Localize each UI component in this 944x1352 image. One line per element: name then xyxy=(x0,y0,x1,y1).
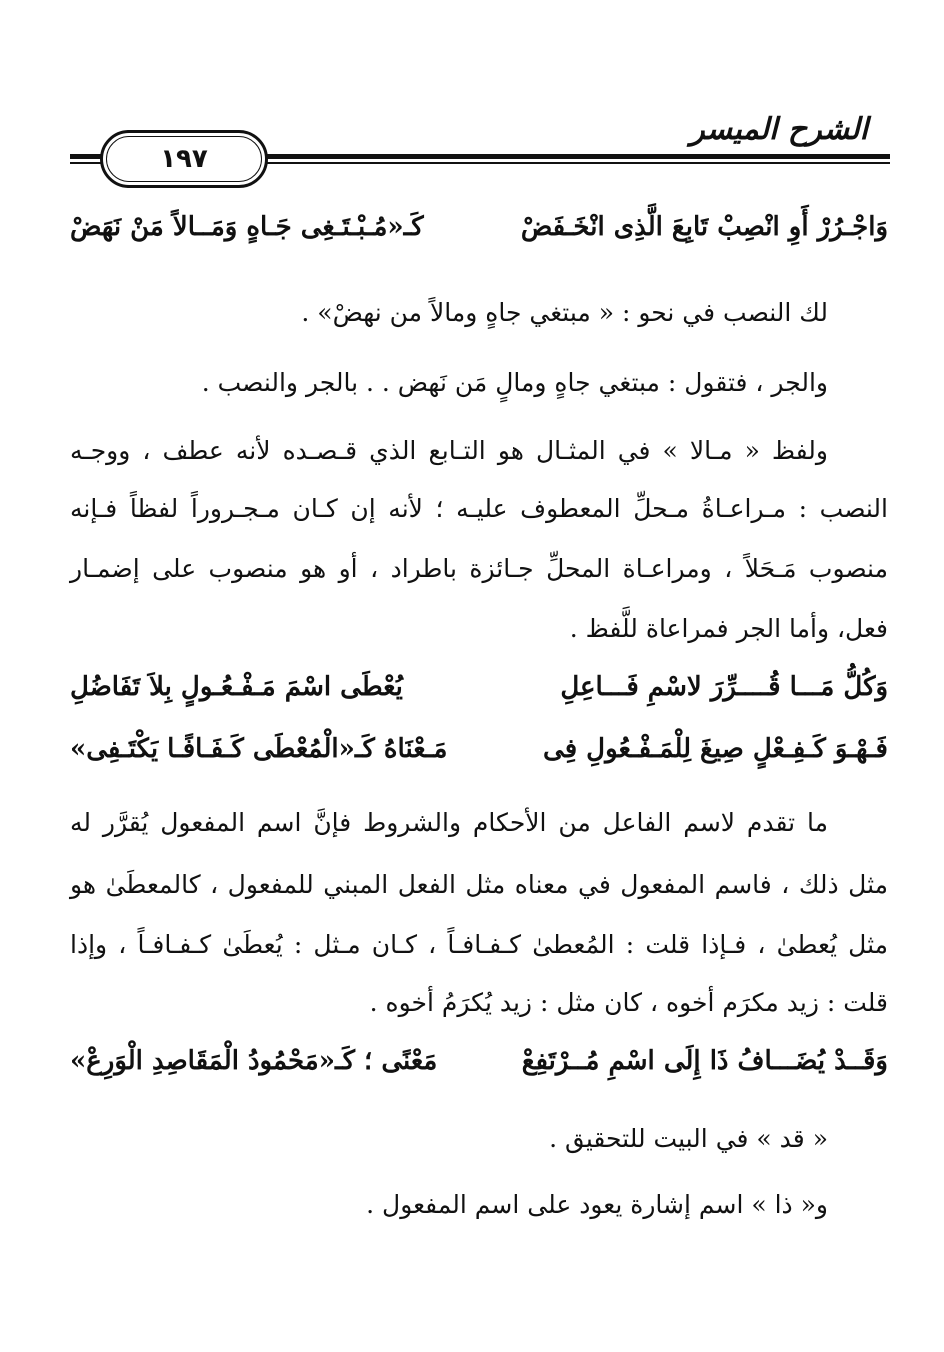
page-number: ١٩٧ xyxy=(160,144,208,174)
verse-first-hemistich: فَـهْـوَ كَـفِـعْلٍ صِيغَ لِلْمَـفْـعُولِ فِى xyxy=(543,734,888,764)
paragraph-line: فعل، وأما الجر فمراعاة للَّفظ . xyxy=(569,614,888,643)
paragraph-line: قلت : زيد مكرَم أخوه ، كان مثل : زيد يُكرَمُ أخوه . xyxy=(369,988,888,1017)
paragraph-line: لك النصب في نحو : « مبتغي جاهٍ ومالاً من نهضْ» . xyxy=(301,298,828,327)
verse-second-hemistich: كَـ«مُـبْـتَـغِى جَـاهٍ وَمَــالاً مَنْ نَهَضْ xyxy=(70,212,424,242)
paragraph-line: مثل ذلك ، فاسم المفعول في معناه مثل الفعل المبني للمفعول ، كالمعطَىٰ هو xyxy=(70,870,888,899)
paragraph-line: ولفظ « مـالا » في المثـال هو التـابع الذي قـصـده لأنه عطف ، ووجـه xyxy=(70,436,828,465)
paragraph-line: النصب : مـراعـاةُ مـحلِّ المعطوف عليـه ؛ لأنه إن كـان مـجـروراً لفظاً فـإنه xyxy=(70,494,888,523)
book-title: الشرح الميسر xyxy=(690,112,868,147)
verse-second-hemistich: مَعْنًى ؛ كَـ«مَحْمُودُ الْمَقَاصِدِ الْوَرِعْ» xyxy=(70,1046,438,1076)
verse-second-hemistich: يُعْطَى اسْمَ مَـفْـعُـولٍ بِلاَ تَفَاضُلِ xyxy=(70,672,403,702)
verse-line xyxy=(70,212,888,242)
paragraph-line: ما تقدم لاسم الفاعل من الأحكام والشروط فإنَّ اسم المفعول يُقرَّر له xyxy=(70,808,828,837)
verse-second-hemistich: مَـعْنَاهُ كَـ«الْمُعْطَى كَـفَـافًـا يَكْتَـفِى» xyxy=(70,734,448,764)
paragraph-line: « قد » في البيت للتحقيق . xyxy=(549,1124,828,1153)
paragraph-line: و« ذا » اسم إشارة يعود على اسم المفعول . xyxy=(366,1190,828,1219)
page-number-badge xyxy=(100,130,268,188)
verse-line xyxy=(70,734,888,764)
verse-line xyxy=(70,672,888,702)
verse-first-hemistich: وَاجْـرُرْ أَوِ انْصِبْ تَابِعَ الَّذِى انْخَـفَضْ xyxy=(520,212,888,242)
paragraph-line: والجر ، فتقول : مبتغي جاهٍ ومالٍ مَن نَهض . . بالجر والنصب . xyxy=(201,368,828,397)
page-header xyxy=(70,110,890,190)
verse-first-hemistich: وَكُلُّ مَـــا قُــــرِّرَ لاسْمِ فَـــاعِلِ xyxy=(560,672,888,702)
paragraph-line: مثل يُعطىٰ ، فـإذا قلت : المُعطىٰ كـفـافـاً ، كـان مـثل : يُعطَىٰ كـفـافـاً ، وإذا xyxy=(70,930,888,959)
verse-first-hemistich: وَقَــدْ يُضَـــافُ ذَا إِلَى اسْمِ مُــرْتَفِعْ xyxy=(521,1046,888,1076)
verse-line xyxy=(70,1046,888,1076)
paragraph-line: منصوب مَـحَلاً ، ومراعـاة المحلِّ جـائزة باطراد ، أو هو منصوب على إضمـار xyxy=(70,554,888,583)
